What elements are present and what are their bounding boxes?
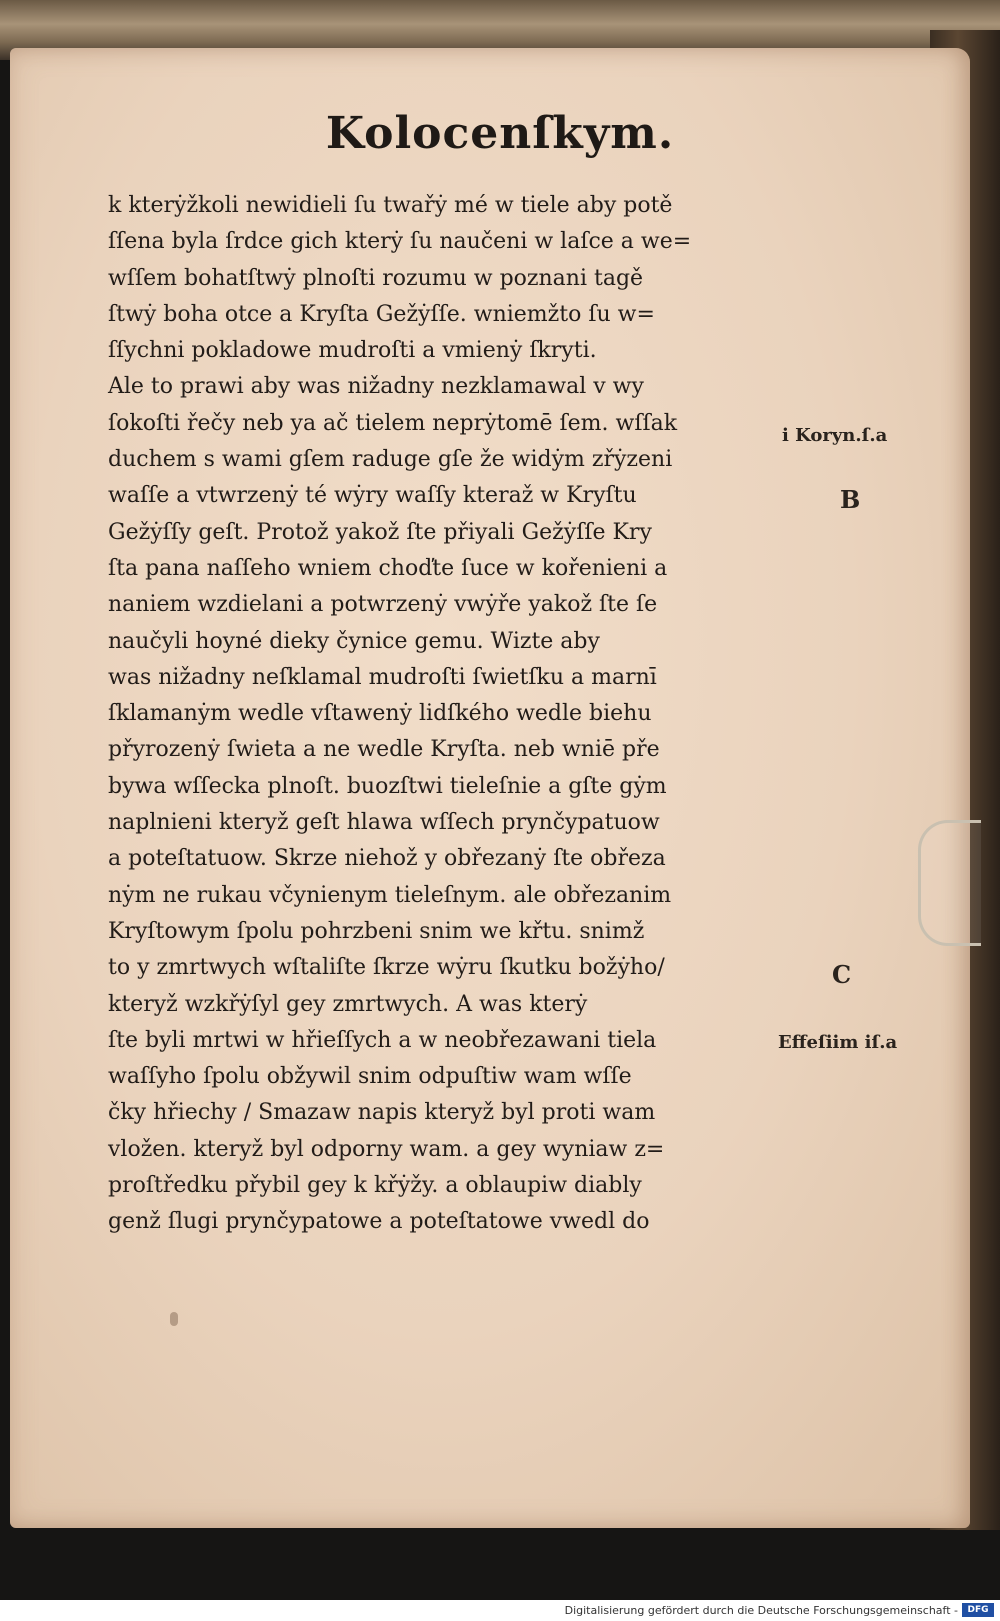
text-line: ſklamanẏm wedle vſtawenẏ lidſkého wedle biehu	[108, 701, 652, 727]
text-line: naplnieni kteryž geſt hlawa wſſech prynčypatuow	[108, 810, 660, 836]
page-header: Kolocenſkym.	[325, 108, 675, 159]
text-line: k kterẏžkoli newidieli ſu twařẏ mé w tiele aby potě	[108, 193, 673, 218]
book-clasp	[918, 820, 981, 946]
dfg-logo: DFG	[962, 1603, 994, 1617]
text-line: ſte byli mrtwi w hřieſſych a w neobřezawani tiela	[108, 1027, 657, 1053]
body-text	[108, 188, 768, 1241]
text-line: wſſem bohatſtwẏ plnoſti rozumu w poznani tagě	[108, 265, 644, 291]
text-line: duchem s wami gſem raduge gſe že widẏm zřẏzeni	[108, 447, 673, 473]
text-line: a poteſtatuow. Skrze niehož y obřezanẏ ſte obřeza	[108, 846, 666, 872]
margin-letter: B	[840, 485, 861, 514]
text-line: čky hřiechy / Smazaw napis kteryž byl proti wam	[108, 1100, 656, 1126]
text-line: Kryſtowym ſpolu pohrzbeni snim we křtu. snimž	[108, 918, 645, 944]
text-line: kteryž wzkřẏſyl gey zmrtwych. A was kterẏ	[108, 991, 588, 1017]
text-line: přyrozenẏ ſwieta a ne wedle Kryſta. neb wniē pře	[108, 737, 660, 763]
text-line: Ale to prawi aby was nižadny nezklamawal v wy	[108, 374, 644, 400]
text-line: genž ſlugi prynčypatowe a poteſtatowe vwedl do	[108, 1209, 650, 1235]
text-line: naniem wzdielani a potwrzenẏ vwẏře yakož ſte ſe	[108, 592, 658, 618]
margin-reference: Effeſiim iſ.a	[778, 1032, 898, 1053]
text-line: proſtředku přybil gey k křẏžy. a oblaupiw diably	[108, 1173, 642, 1199]
text-line: ſta pana naſſeho wniem choďte ſuce w kořenieni a	[108, 555, 668, 581]
text-line: Gežẏſſy geſt. Protož yakož ſte přiyali Gežẏſſe Kry	[108, 519, 652, 545]
text-line: ſſychni pokladowe mudroſti a vmienẏ ſkryti.	[108, 338, 597, 364]
footer-bar	[0, 1600, 1000, 1621]
text-line: ſtwẏ boha otce a Kryſta Gežẏſſe. wniemžto ſu w=	[108, 301, 655, 327]
margin-letter: C	[832, 960, 852, 989]
text-line: was nižadny neſklamal mudroſti ſwietſku a marnī	[108, 664, 657, 690]
text-line: naučyli hoyné dieky čynice gemu. Wizte aby	[108, 628, 600, 654]
funding-note: Digitalisierung gefördert durch die Deutsche Forschungsgemeinschaft -	[564, 1604, 958, 1617]
text-line: ſokoſti řečy neb ya ač tielem neprẏtomē ſem. wſſak	[108, 410, 678, 436]
text-line: vložen. kteryž byl odporny wam. a gey wyniaw z=	[108, 1136, 665, 1162]
text-line: to y zmrtwych wſtaliſte ſkrze wẏru ſkutku božẏho/	[108, 955, 665, 981]
text-line: waſſe a vtwrzenẏ té wẏry waſſy kteraž w Kryſtu	[108, 483, 637, 509]
text-line: ſſena byla ſrdce gich kterẏ ſu naučeni w laſce a we=	[108, 229, 692, 255]
text-line: bywa wſſecka plnoſt. buozſtwi tieleſnie a gſte gẏm	[108, 773, 667, 799]
margin-reference: i Koryn.ſ.a	[782, 425, 888, 446]
page-mark	[170, 1312, 178, 1326]
text-line: nẏm ne rukau včynienym tieleſnym. ale obřezanim	[108, 882, 672, 908]
text-line: waſſyho ſpolu obžywil snim odpuſtiw wam wſſe	[108, 1064, 632, 1090]
